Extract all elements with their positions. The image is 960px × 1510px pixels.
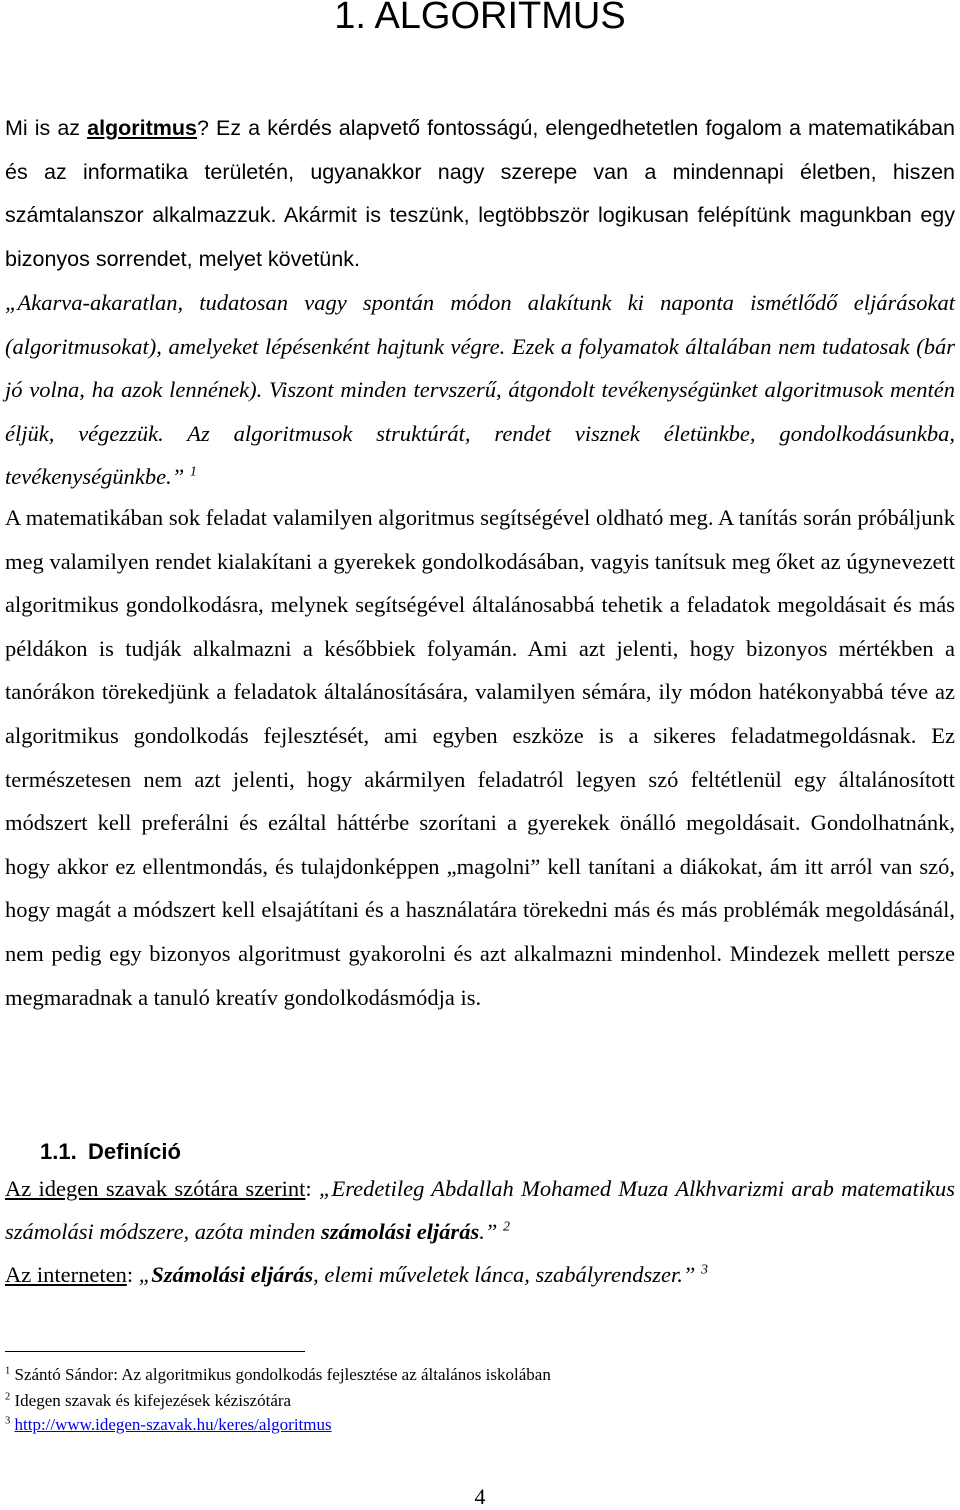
footnote-2 — [5, 1389, 291, 1413]
intro-lead-text: Mi is az — [5, 116, 88, 140]
section-heading — [40, 1136, 181, 1168]
definition-colon: : — [126, 1262, 139, 1287]
definition-bold: Számolási eljárás — [151, 1262, 314, 1287]
body-paragraph: A matematikában sok feladat valamilyen algoritmus segítségével oldható meg. A tanítás során próbáljunk meg valamilyen rendet kialakítani a gyerekek gondolkodásában, vagyis tanítsuk meg őket az úgynevezett algoritmikus gondolkodásra, melynek segítségével általánosabbá tehetik a feladatok megoldásait és más példákon is tudják alkalmazni a későbbiek folyamán. Ami azt jelenti, hogy bizonyos mértékben a tanórákon törekedjünk a feladatok általánosítására, valamilyen sémára, ily módon hatékonyabbá téve az algoritmikus gondolkodás fejlesztését, ami egyben eszköze is a sikeres feladatmegoldásnak. Ez természetesen nem azt jelenti, hogy akármilyen feladatról legyen szó feltétlenül egy általánosított módszert kell preferálni és ezáltal háttérbe szorítani a gyerekek önálló megoldásait. Gondolhatnánk, hogy akkor ez ellentmondás, és tulajdonképpen „magolni” kell tanítani a diákokat, ám itt arról van szó, hogy magát a módszert kell elsajátítani és a használatára törekedni más és más problémák megoldásánál, nem pedig egy bizonyos algoritmust gyakorolni és azt alkalmazni mindenhol. Mindezek mellett persze megmaradnak a tanuló kreatív gondolkodásmódja is. — [5, 505, 955, 1010]
footnote-separator — [5, 1351, 305, 1352]
definition-text-a: „Eredetileg Abdallah Mohamed Muza Alkhvarizmi arab matematikus számolási módszere, azóta minden — [5, 1176, 955, 1244]
footnote-1 — [5, 1363, 551, 1387]
definition-source-internet: Az interneten — [5, 1262, 127, 1287]
intro-paragraph — [5, 107, 955, 281]
footnote-3 — [5, 1413, 332, 1437]
footnote-number: 2 — [5, 1391, 11, 1403]
definition-text-b: , elemi műveletek lánca, szabályrendszer.” — [313, 1262, 696, 1287]
definition-dictionary — [5, 1167, 955, 1253]
definition-colon: : — [305, 1176, 319, 1201]
definition-source-dictionary: Az idegen szavak szótára szerint — [5, 1176, 306, 1201]
footnote-text: Szántó Sándor: Az algoritmikus gondolkodás fejlesztése az általános iskolában — [14, 1365, 551, 1384]
section-title: Definíció — [88, 1139, 181, 1164]
quote-paragraph — [5, 281, 955, 499]
footnote-number: 3 — [5, 1415, 11, 1427]
footnote-url-link[interactable]: http://www.idegen-szavak.hu/keres/algoritmus — [14, 1415, 332, 1434]
definition-internet — [5, 1253, 955, 1296]
intro-rest-text: ? Ez a kérdés alapvető fontosságú, elengedhetetlen fogalom a matematikában és az informatika területén, ugyanakkor nagy szerepe van a mindennapi életben, hiszen számtalanszor alkalmazzuk. Akármit is teszünk, legtöbbször logikusan felépítünk magunkban egy bizonyos sorrendet, melyet követünk. — [5, 116, 956, 271]
page-number: 4 — [474, 1484, 486, 1509]
footnote-number: 1 — [5, 1365, 11, 1377]
footnote-ref-2[interactable]: 2 — [502, 1219, 510, 1235]
algoritmus-link[interactable]: algoritmus — [87, 116, 198, 140]
definition-bold: számolási eljárás — [321, 1219, 480, 1244]
definition-text-b: .” — [479, 1219, 498, 1244]
quote-text: „Akarva-akaratlan, tudatosan vagy spontán módon alakítunk ki naponta ismétlődő eljárásokat (algoritmusokat), amelyeket lépésenként hajtunk végre. Ezek a folyamatok általában nem tudatosak (bár jó volna, ha azok lennének). Viszont minden tervszerű, átgondolt tevékenységünket algoritmusok mentén éljük, végezzük. Az algoritmusok struktúrát, rendet visznek életünkbe, gondolkodásunkba, tevékenységünkbe.” — [5, 290, 955, 489]
footnote-ref-1[interactable]: 1 — [189, 464, 197, 480]
definition-open-quote: „ — [138, 1262, 152, 1287]
chapter-title: 1. ALGORITMUS — [334, 0, 626, 37]
footnote-ref-3[interactable]: 3 — [700, 1262, 708, 1278]
footnote-text: Idegen szavak és kifejezések kéziszótára — [14, 1391, 292, 1410]
section-number: 1.1. — [40, 1139, 77, 1164]
